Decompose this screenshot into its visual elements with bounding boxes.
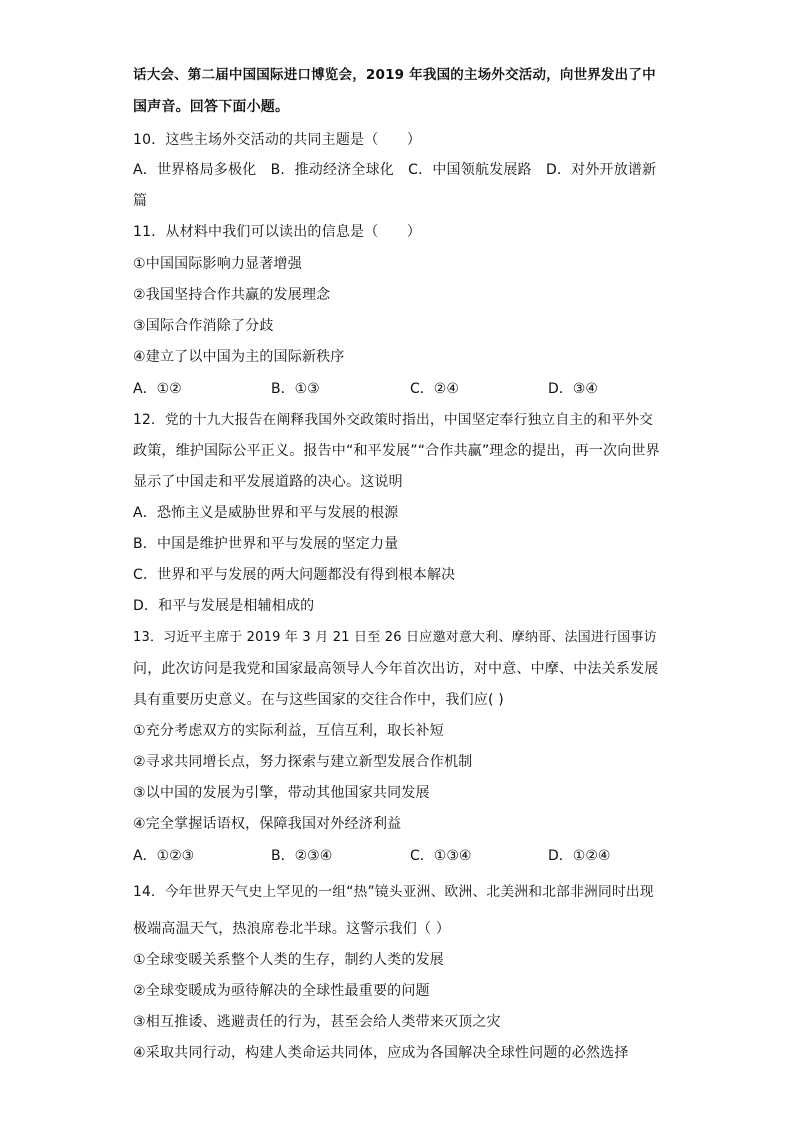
q14-stem-2: 极端高温天气，热浪席卷北半球。这警示我们（ ） [133, 921, 451, 937]
q13-item-1: ①充分考虑双方的实际利益，互信互利，取长补短 [133, 723, 444, 739]
q12-option-a: A．恐怖主义是威胁世界和平与发展的根源 [133, 505, 399, 521]
q14-stem-1: 14．今年世界天气史上罕见的一组“热”镜头亚洲、欧洲、北美洲和北部非洲同时出现 [133, 884, 654, 900]
q11-item-3: ③国际合作消除了分歧 [133, 318, 274, 334]
q11-option-c: C．②④ [410, 381, 459, 397]
q14-item-2: ②全球变暖成为亟待解决的全球性最重要的问题 [133, 983, 430, 999]
q11-item-1: ①中国国际影响力显著增强 [133, 256, 302, 272]
q13-option-a: A．①②③ [133, 848, 195, 864]
q10-options-cont: 篇 [133, 193, 148, 209]
q11-option-a: A．①② [133, 381, 182, 397]
q14-item-4: ④采取共同行动，构建人类命运共同体，应成为各国解决全球性问题的必然选择 [133, 1045, 629, 1061]
q13-stem-1: 13．习近平主席于 2019 年 3 月 21 日至 26 日应邀对意大利、摩纳哥、法国进行国事访 [133, 630, 657, 645]
q13-item-4: ④完全掌握话语权，保障我国对外经济利益 [133, 816, 402, 832]
q13-item-2: ②寻求共同增长点，努力探索与建立新型发展合作机制 [133, 754, 473, 770]
q13-item-3: ③以中国的发展为引擎，带动其他国家共同发展 [133, 785, 430, 801]
q13-option-b: B．②③④ [271, 848, 333, 864]
q12-option-b: B．中国是维护世界和平与发展的坚定力量 [133, 536, 399, 552]
q13-option-c: C．①③④ [410, 848, 472, 864]
q12-stem-3: 显示了中国走和平发展道路的决心。这说明 [133, 474, 403, 490]
q11-stem: 11．从材料中我们可以读出的信息是（ ） [133, 224, 422, 240]
intro-line-2: 国声音。回答下面小题。 [133, 99, 290, 115]
q14-item-3: ③相互推诿、逃避责任的行为，甚至会给人类带来灭顶之灾 [133, 1014, 501, 1030]
q11-option-d: D．③④ [548, 381, 598, 397]
q11-option-b: B．①③ [271, 381, 320, 397]
intro-line-1: 话大会、第二届中国国际进口博览会，2019 年我国的主场外交活动，向世界发出了中 [133, 67, 656, 83]
q11-item-4: ④建立了以中国为主的国际新秩序 [133, 349, 345, 365]
q12-stem-2: 政策，维护国际公平正义。报告中“和平发展”“合作共赢”理念的提出，再一次向世界 [133, 443, 660, 459]
q10-options: A．世界格局多极化 B．推动经济全球化 C．中国领航发展路 D．对外开放谱新 [133, 162, 657, 178]
q14-item-1: ①全球变暖关系整个人类的生存，制约人类的发展 [133, 952, 444, 968]
q13-stem-2: 问，此次访问是我党和国家最高领导人今年首次出访，对中意、中摩、中法关系发展 [133, 661, 659, 677]
q12-option-d: D．和平与发展是相辅相成的 [133, 598, 315, 614]
q13-stem-3: 具有重要历史意义。在与这些国家的交往合作中，我们应( ) [133, 692, 504, 708]
q11-item-2: ②我国坚持合作共赢的发展理念 [133, 287, 331, 303]
q12-option-c: C．世界和平与发展的两大问题都没有得到根本解决 [133, 567, 456, 583]
q13-option-d: D．①②④ [548, 848, 611, 864]
q10-stem: 10．这些主场外交活动的共同主题是（ ） [133, 132, 422, 148]
q12-stem-1: 12．党的十九大报告在阐释我国外交政策时指出，中国坚定奉行独立自主的和平外交 [133, 412, 654, 428]
